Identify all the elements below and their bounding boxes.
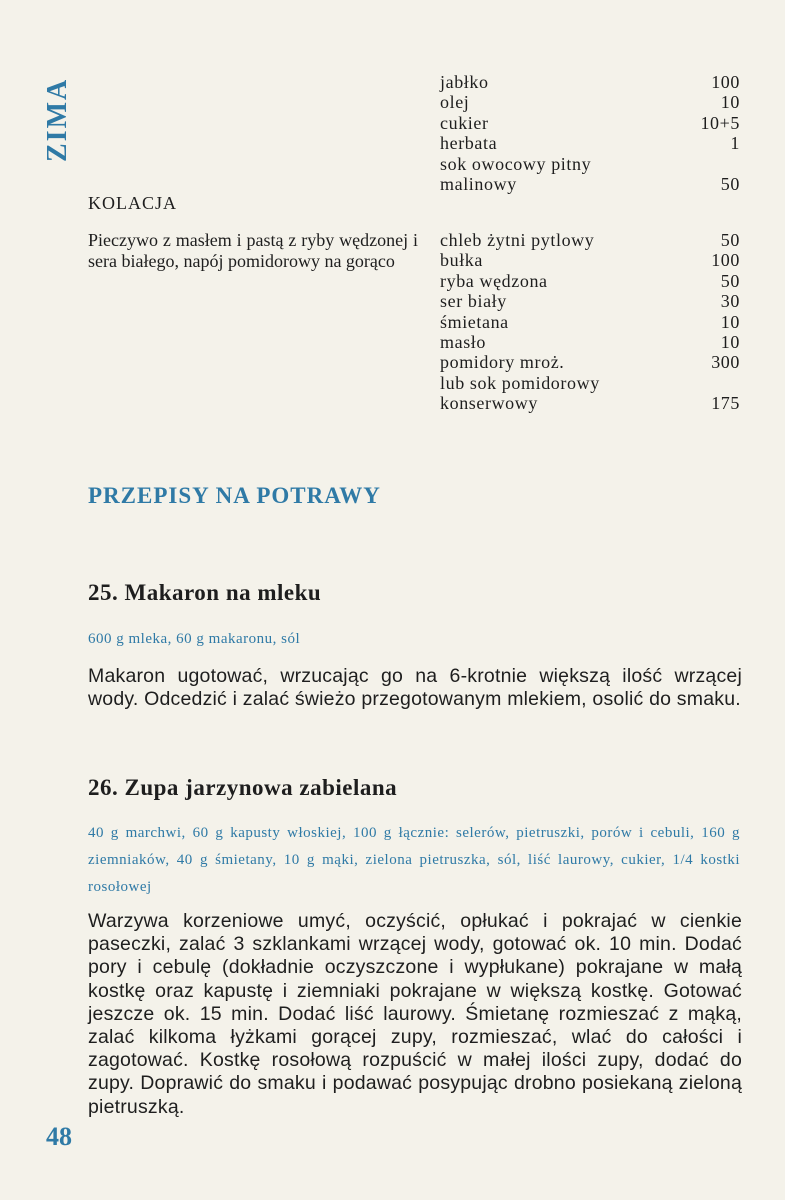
ingredient-amount: 10	[720, 332, 740, 353]
ingredient-name: cukier	[440, 112, 489, 133]
ingredient-row	[440, 154, 740, 174]
recipe-title-26: 26. Zupa jarzynowa zabielana	[88, 775, 398, 800]
ingredient-amount: 175	[711, 393, 740, 414]
ingredient-amount: 50	[720, 270, 740, 291]
ingredient-amount: 50	[720, 174, 740, 195]
ingredient-amount: 100	[711, 250, 740, 271]
ingredient-list-previous-meal	[440, 72, 740, 194]
ingredient-row	[440, 393, 740, 413]
ingredient-row	[440, 271, 740, 291]
ingredient-row	[440, 291, 740, 311]
ingredient-amount: 10	[720, 92, 740, 113]
ingredient-row	[440, 352, 740, 372]
page-number: 48	[46, 1122, 72, 1151]
ingredient-row	[440, 332, 740, 352]
ingredient-name: olej	[440, 92, 470, 113]
ingredient-name: herbata	[440, 133, 498, 154]
section-heading: PRZEPISY NA POTRAWY	[88, 483, 381, 508]
ingredient-name: pomidory mroż.	[440, 352, 565, 373]
ingredient-row	[440, 312, 740, 332]
ingredient-name: lub sok pomidorowy	[440, 372, 600, 393]
recipe-instructions-25: Makaron ugotować, wrzucając go na 6-krotnie większą ilość wrzącej wody. Odcedzić i zalać świeżo przegotowanym mlekiem, osolić do smaku.	[88, 665, 742, 711]
recipe-title-25: 25. Makaron na mleku	[88, 580, 322, 605]
ingredient-name: konserwowy	[440, 393, 538, 414]
ingredient-amount: 1	[730, 133, 740, 154]
ingredient-amount: 30	[720, 291, 740, 312]
ingredient-row	[440, 373, 740, 393]
ingredient-amount: 100	[711, 72, 740, 92]
ingredient-name: masło	[440, 332, 486, 353]
ingredient-name: śmietana	[440, 311, 509, 332]
ingredient-row	[440, 250, 740, 270]
ingredient-row	[440, 92, 740, 112]
recipe-ingredients-26: 40 g marchwi, 60 g kapusty włoskiej, 100 g łącznie: selerów, pietruszki, porów i cebuli, 160 g ziemniaków, 40 g śmietany, 10 g mąki, zielona pietruszka, sól, liść laurowy, cukier, 1/4 kostki rosołowej	[88, 825, 740, 895]
recipe-ingredients-25: 600 g mleka, 60 g makaronu, sól	[88, 631, 301, 647]
ingredient-name: ser biały	[440, 291, 507, 312]
ingredient-amount: 10	[720, 311, 740, 332]
ingredient-name: malinowy	[440, 174, 517, 195]
recipe-instructions-26: Warzywa korzeniowe umyć, oczyścić, opłukać i pokrajać w cienkie paseczki, zalać 3 szklankami wrzącej wody, gotować ok. 10 min. Dodać pory i cebulę (dokładnie oczyszczone i wypłukane) pokrajane w małą kostkę oraz kapustę i ziemniaki pokrajane w większą kostkę. Gotować jeszcze ok. 15 min. Dodać liść laurowy. Śmietanę rozmieszać z mąką, zalać kilkoma łyżkami gorącej zupy, rozmieszać, wlać do całości i zagotować. Kostkę rosołową rozpuścić w małej ilości zupy, dodać do zupy. Doprawić do smaku i podawać posypując drobno posiekaną zieloną pietruszką.	[88, 910, 742, 1118]
meal-title-kolacja: KOLACJA	[88, 193, 178, 213]
ingredient-row	[440, 230, 740, 250]
ingredient-name: ryba wędzona	[440, 270, 548, 291]
ingredient-row	[440, 133, 740, 153]
ingredient-row	[440, 174, 740, 194]
ingredient-name: jabłko	[440, 72, 489, 92]
ingredient-list-kolacja	[440, 230, 740, 414]
ingredient-amount: 300	[711, 352, 740, 373]
ingredient-name: sok owocowy pitny	[440, 153, 592, 174]
ingredient-name: chleb żytni pytlowy	[440, 230, 595, 250]
ingredient-row	[440, 113, 740, 133]
ingredient-amount: 10+5	[700, 112, 740, 133]
meal-description-kolacja: Pieczywo z masłem i pastą z ryby wędzonej i sera białego, napój pomidorowy na gorąco	[88, 230, 418, 271]
ingredient-amount: 50	[720, 230, 740, 250]
ingredient-name: bułka	[440, 250, 483, 271]
season-label: ZIMA	[42, 77, 73, 163]
ingredient-row	[440, 72, 740, 92]
